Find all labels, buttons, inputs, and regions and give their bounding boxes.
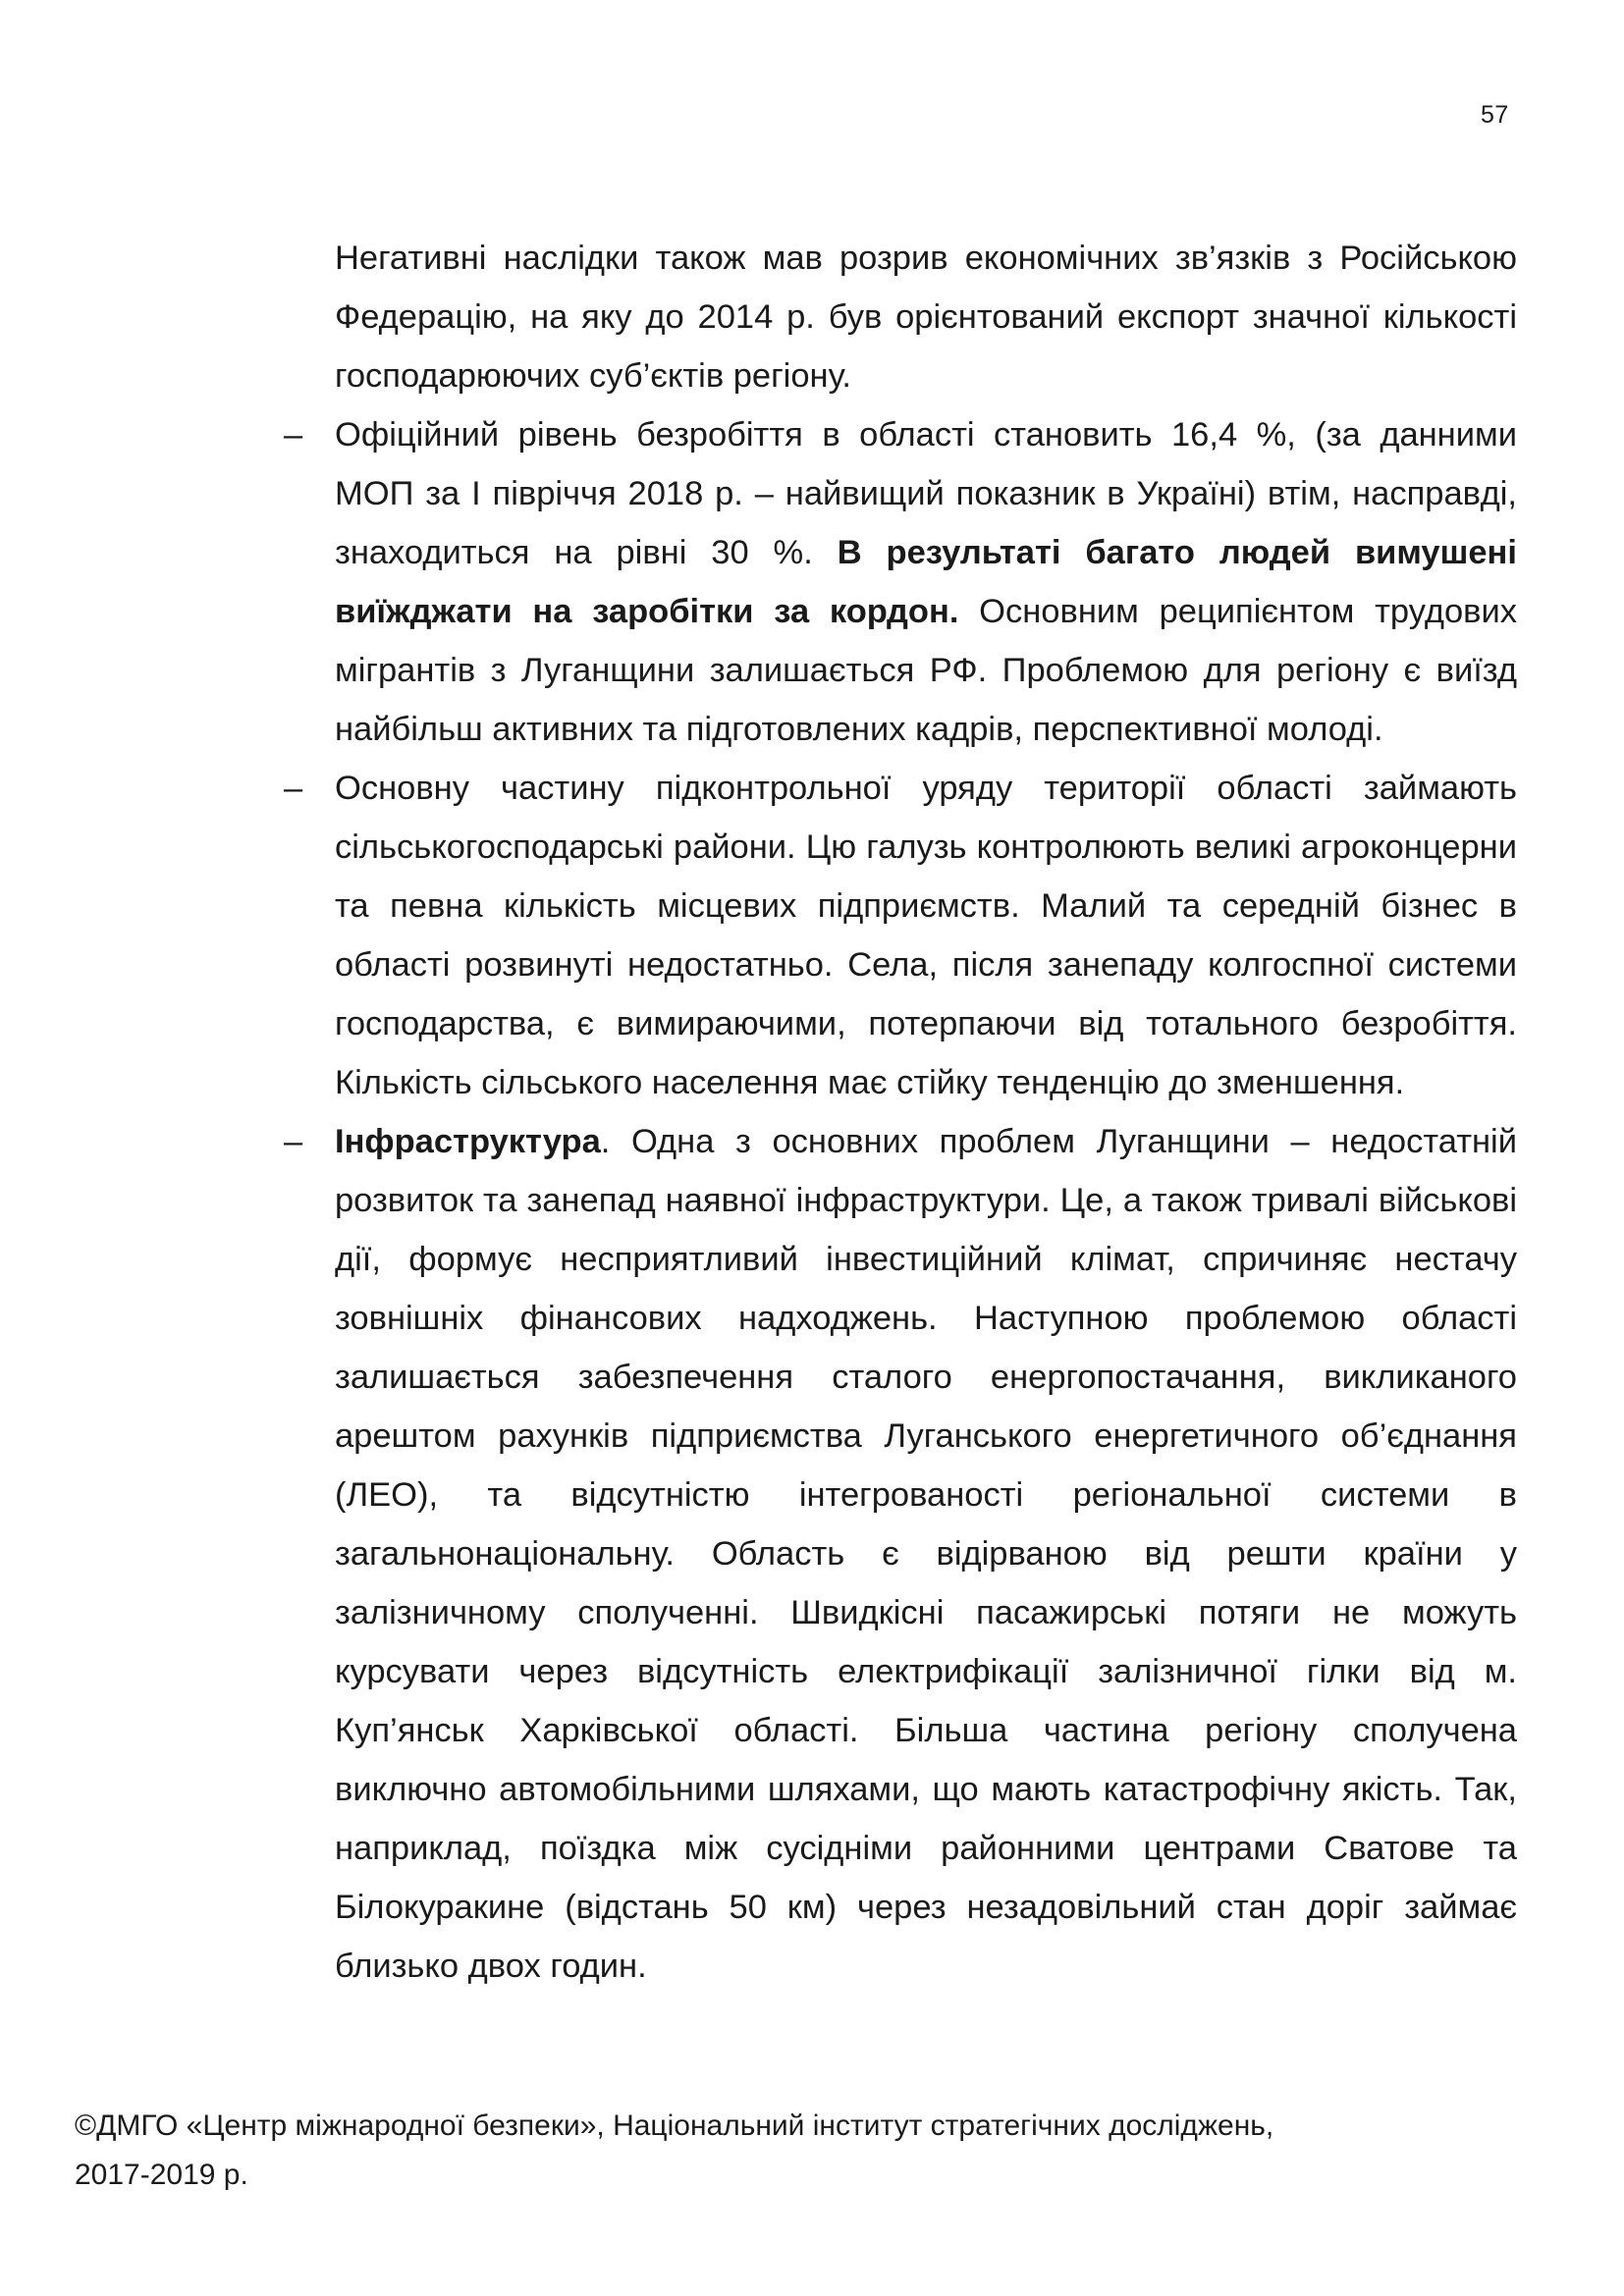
bullet-text: Офіційний рівень безробіття в області становить 16,4 %, (за данними МОП за I півріччя 2018 р. – найвищий показник в Україні) втім, насправді, знаходиться на рівні 30 %.: [335, 416, 1517, 571]
document-body: [284, 229, 1517, 1996]
dash-marker: –: [284, 1123, 303, 1160]
dash-marker: –: [284, 416, 303, 454]
intro-paragraph: Негативні наслідки також мав розрив економічних зв’язків з Російською Федерацію, на яку до 2014 р. був орієнтований експорт значної кількості господарюючих суб’єктів регіону.: [335, 240, 1517, 395]
bullet-list: [284, 405, 1517, 1996]
bullet-item-agriculture: [284, 759, 1517, 1112]
bullet-item-unemployment: [284, 405, 1517, 759]
dash-marker: –: [284, 770, 303, 807]
bullet-item-infrastructure: [284, 1112, 1517, 1996]
page-number: 57: [1481, 101, 1509, 129]
footer-copyright: ©ДМГО «Центр міжнародної безпеки», Національний інститут стратегічних досліджень,: [75, 2109, 1274, 2142]
bullet-text: Основним реципієнтом трудових мігрантів з Луганщини залишається РФ. Проблемою для регіону є виїзд найбільш активних та підготовлених кадрів, перспективної молоді.: [335, 593, 1517, 748]
bullet-text: . Одна з основних проблем Луганщини – недостатній розвиток та занепад наявної інфраструктури. Це, а також тривалі військові дії, формує несприятливий інвестиційний клімат, спричиняє нестачу зовнішніх фінансових надходжень. Наступною проблемою області залишається забезпечення сталого енергопостачання, викликаного арештом рахунків підприємства Луганського енергетичного об’єднання (ЛЕО), та відсутністю інтегрованості регіональної системи в загальнонаціональну. Область є відірваною від решти країни у залізничному сполученні. Швидкісні пасажирські потяги не можуть курсувати через відсутність електрифікації залізничної гілки від м. Куп’янськ Харківської області. Більша частина регіону сполучена виключно автомобільними шляхами, що мають катастрофічну якість. Так, наприклад, поїздка між сусідніми районними центрами Сватове та Білокуракине (відстань 50 км) через незадовільний стан доріг займає близько двох годин.: [335, 1123, 1517, 1985]
bullet-bold-text: В результаті багато людей вимушені виїжджати на заробітки за кордон.: [335, 534, 1517, 630]
bullet-bold-text: Інфраструктура: [335, 1123, 601, 1160]
footer-years: 2017-2019 р.: [75, 2159, 248, 2191]
bullet-text: Основну частину підконтрольної уряду території області займають сільськогосподарські райони. Цю галузь контролюють великі агроконцерни та певна кількість місцевих підприємств. Малий та середній бізнес в області розвинуті недостатньо. Села, після занепаду колгоспної системи господарства, є вимираючими, потерпаючи від тотального безробіття. Кількість сільського населення має стійку тенденцію до зменшення.: [335, 770, 1517, 1101]
footer: [75, 2102, 1273, 2200]
